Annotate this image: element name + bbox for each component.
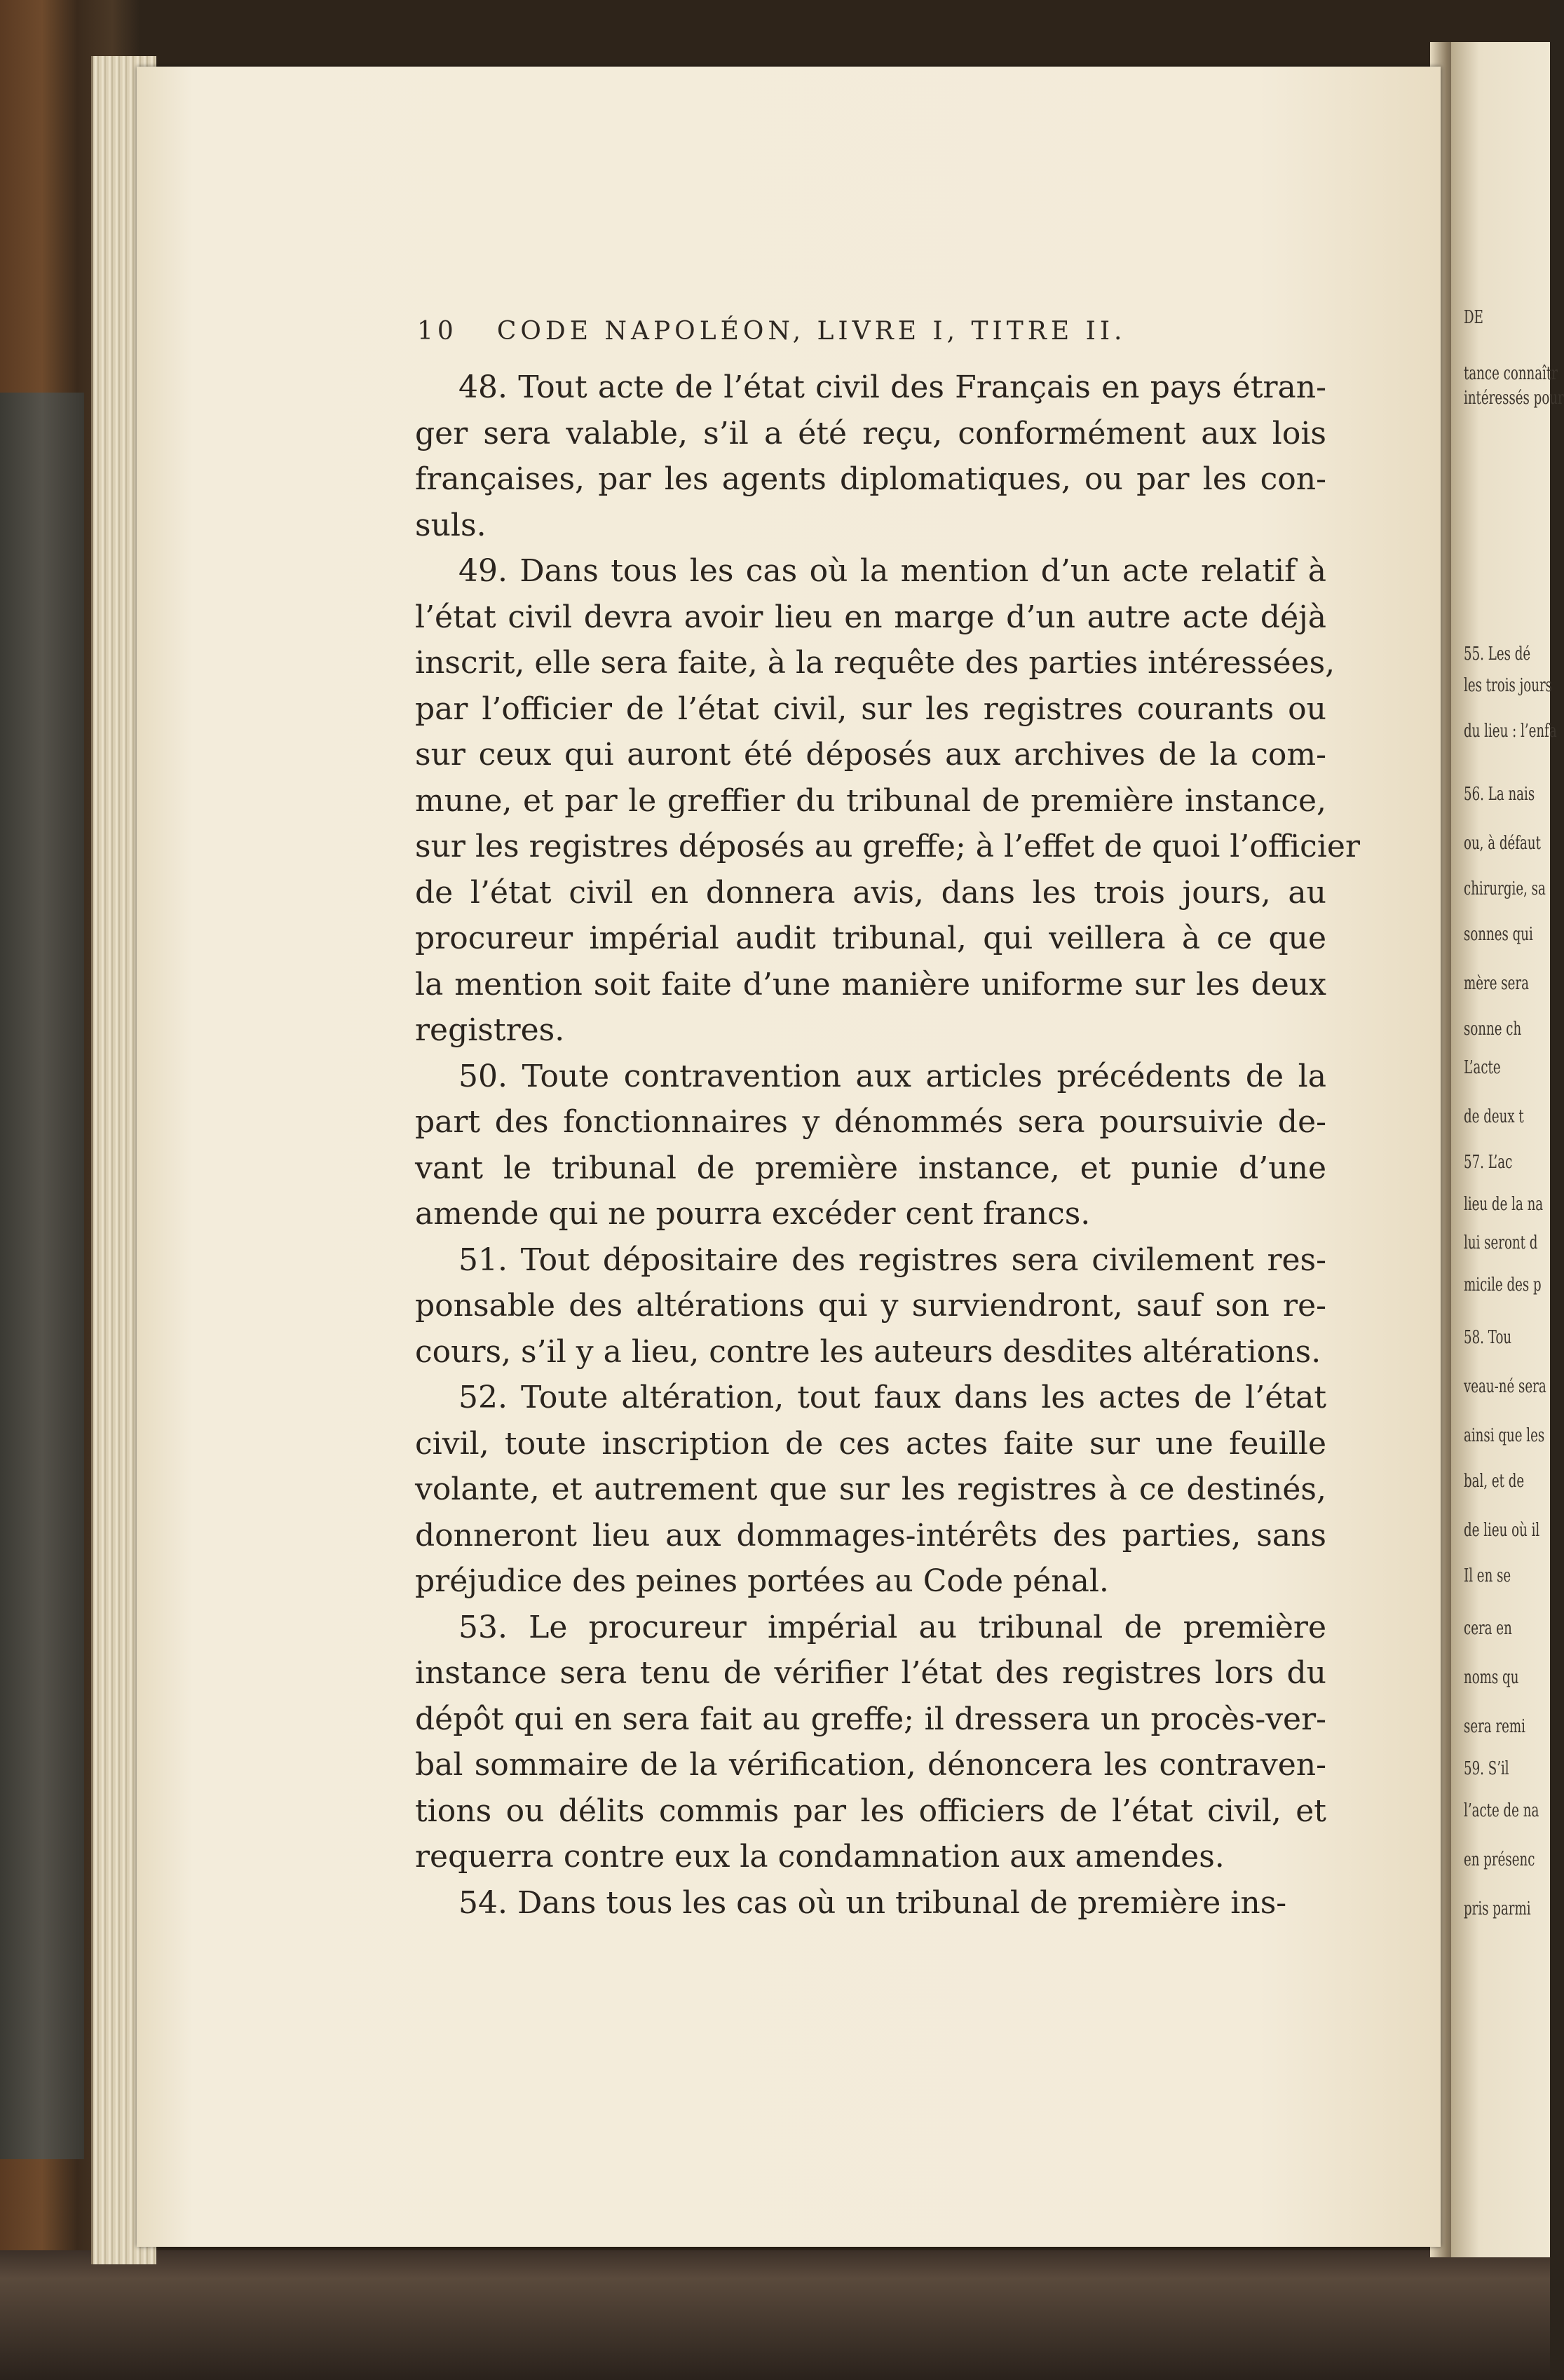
- facing-page-fragment: tance connaîtr: [1464, 363, 1558, 384]
- text-line: 54. Dans tous les cas où un tribunal de première ins-: [458, 1884, 1287, 1921]
- text-line: la mention soit faite d’une manière uniforme sur les deux: [415, 966, 1326, 1002]
- facing-page-fragment: pris parmi: [1464, 1898, 1531, 1919]
- facing-page-fragment: ou, à défaut: [1464, 833, 1541, 854]
- text-line: requerra contre eux la condamnation aux amendes.: [415, 1839, 1225, 1875]
- text-line: bal sommaire de la vérification, dénoncera les contraven-: [415, 1747, 1326, 1783]
- text-line: instance sera tenu de vérifier l’état des registres lors du: [415, 1655, 1326, 1691]
- text-line: procureur impérial audit tribunal, qui veillera à ce que: [415, 920, 1326, 956]
- running-header: [417, 317, 1328, 346]
- cover-binding-band: [0, 393, 84, 2159]
- text-line: 49. Dans tous les cas où la mention d’un acte relatif à: [458, 553, 1326, 589]
- page-number: 10: [417, 317, 458, 346]
- text-line: par l’officier de l’état civil, sur les registres courants ou: [415, 691, 1326, 727]
- text-line: françaises, par les agents diplomatiques, ou par les con-: [415, 461, 1326, 497]
- facing-page-fragment: 59. S’il: [1464, 1758, 1509, 1779]
- text-line: 53. Le procureur impérial au tribunal de première: [458, 1609, 1326, 1645]
- text-line: 52. Toute altération, tout faux dans les actes de l’état: [458, 1380, 1326, 1415]
- facing-page-fragment: en présenc: [1464, 1849, 1535, 1870]
- text-line: de l’état civil en donnera avis, dans les trois jours, au: [415, 874, 1326, 911]
- text-line: vant le tribunal de première instance, et punie d’une: [415, 1150, 1326, 1186]
- text-line: ger sera valable, s’il a été reçu, conformément aux lois: [415, 415, 1326, 451]
- text-line: part des fonctionnaires y dénommés sera poursuivie de-: [415, 1104, 1326, 1140]
- body-text: [415, 365, 1360, 1926]
- text-line: sur les registres déposés au greffe; à l’effet de quoi l’officier: [415, 829, 1360, 864]
- facing-page-fragment: lui seront d: [1464, 1232, 1538, 1253]
- facing-page-fragment: 57. L’ac: [1464, 1152, 1513, 1173]
- cover-bottom-edge: [0, 2250, 1550, 2380]
- text-line: cours, s’il y a lieu, contre les auteurs desdites altérations.: [415, 1333, 1321, 1370]
- facing-page-fragment: veau-né sera: [1464, 1376, 1546, 1397]
- text-line: mune, et par le greffier du tribunal de première instance,: [415, 782, 1326, 819]
- text-line: ponsable des altérations qui y surviendront, sauf son re-: [415, 1288, 1326, 1324]
- facing-page-fragment: bal, et de: [1464, 1471, 1525, 1492]
- facing-page-fragment: lieu de la na: [1464, 1194, 1544, 1215]
- facing-page-fragment: de deux t: [1464, 1106, 1524, 1127]
- facing-page-fragment: chirurgie, sa: [1464, 878, 1546, 899]
- text-line: l’état civil devra avoir lieu en marge d’un autre acte déjà: [415, 599, 1326, 635]
- text-line: préjudice des peines portées au Code pénal.: [415, 1563, 1109, 1599]
- text-line: suls.: [415, 507, 487, 543]
- facing-page-fragment: intéressés pour: [1464, 388, 1564, 409]
- facing-page-fragment: l’acte de na: [1464, 1800, 1539, 1821]
- facing-page-fragment: sera remi: [1464, 1716, 1526, 1737]
- text-line: volante, et autrement que sur les registres à ce destinés,: [415, 1471, 1326, 1507]
- text-line: 50. Toute contravention aux articles précédents de la: [458, 1058, 1326, 1094]
- text-line: registres.: [415, 1012, 565, 1048]
- facing-page-fragment: 56. La nais: [1464, 784, 1535, 805]
- facing-page-fragment: de lieu où il: [1464, 1520, 1540, 1541]
- text-line: inscrit, elle sera faite, à la requête des parties intéressées,: [415, 645, 1335, 681]
- text-line: tions ou délits commis par les officiers de l’état civil, et: [415, 1793, 1326, 1829]
- facing-page-fragment: sonne ch: [1464, 1019, 1522, 1040]
- facing-page-fragment: 55. Les dé: [1464, 644, 1531, 665]
- facing-page-fragment: les trois jours: [1464, 675, 1552, 696]
- text-line: 48. Tout acte de l’état civil des Français en pays étran-: [458, 369, 1326, 405]
- facing-page-fragment: noms qu: [1464, 1667, 1519, 1688]
- text-line: 51. Tout dépositaire des registres sera civilement res-: [458, 1242, 1326, 1278]
- facing-page-fragment: ainsi que les: [1464, 1425, 1545, 1446]
- running-title: CODE NAPOLÉON, LIVRE I, TITRE II.: [496, 317, 1127, 346]
- text-line: dépôt qui en sera fait au greffe; il dressera un procès-ver-: [415, 1701, 1326, 1737]
- facing-page-fragment: 58. Tou: [1464, 1327, 1512, 1348]
- facing-page-fragment: du lieu : l’enfa: [1464, 721, 1557, 742]
- text-line: sur ceux qui auront été déposés aux archives de la com-: [415, 737, 1326, 773]
- facing-page-fragment: cera en: [1464, 1618, 1512, 1639]
- facing-page-fragment: DE: [1464, 307, 1483, 328]
- text-line: civil, toute inscription de ces actes faite sur une feuille: [415, 1425, 1326, 1462]
- text-line: donneront lieu aux dommages-intérêts des parties, sans: [415, 1517, 1326, 1553]
- facing-page-fragment: L’acte: [1464, 1057, 1501, 1078]
- text-line: amende qui ne pourra excéder cent francs.: [415, 1196, 1091, 1232]
- facing-page-fragment: mère sera: [1464, 973, 1529, 994]
- facing-page-fragment: sonnes qui: [1464, 924, 1533, 945]
- facing-page-fragment: micile des p: [1464, 1274, 1542, 1296]
- facing-page-fragment: Il en se: [1464, 1565, 1511, 1586]
